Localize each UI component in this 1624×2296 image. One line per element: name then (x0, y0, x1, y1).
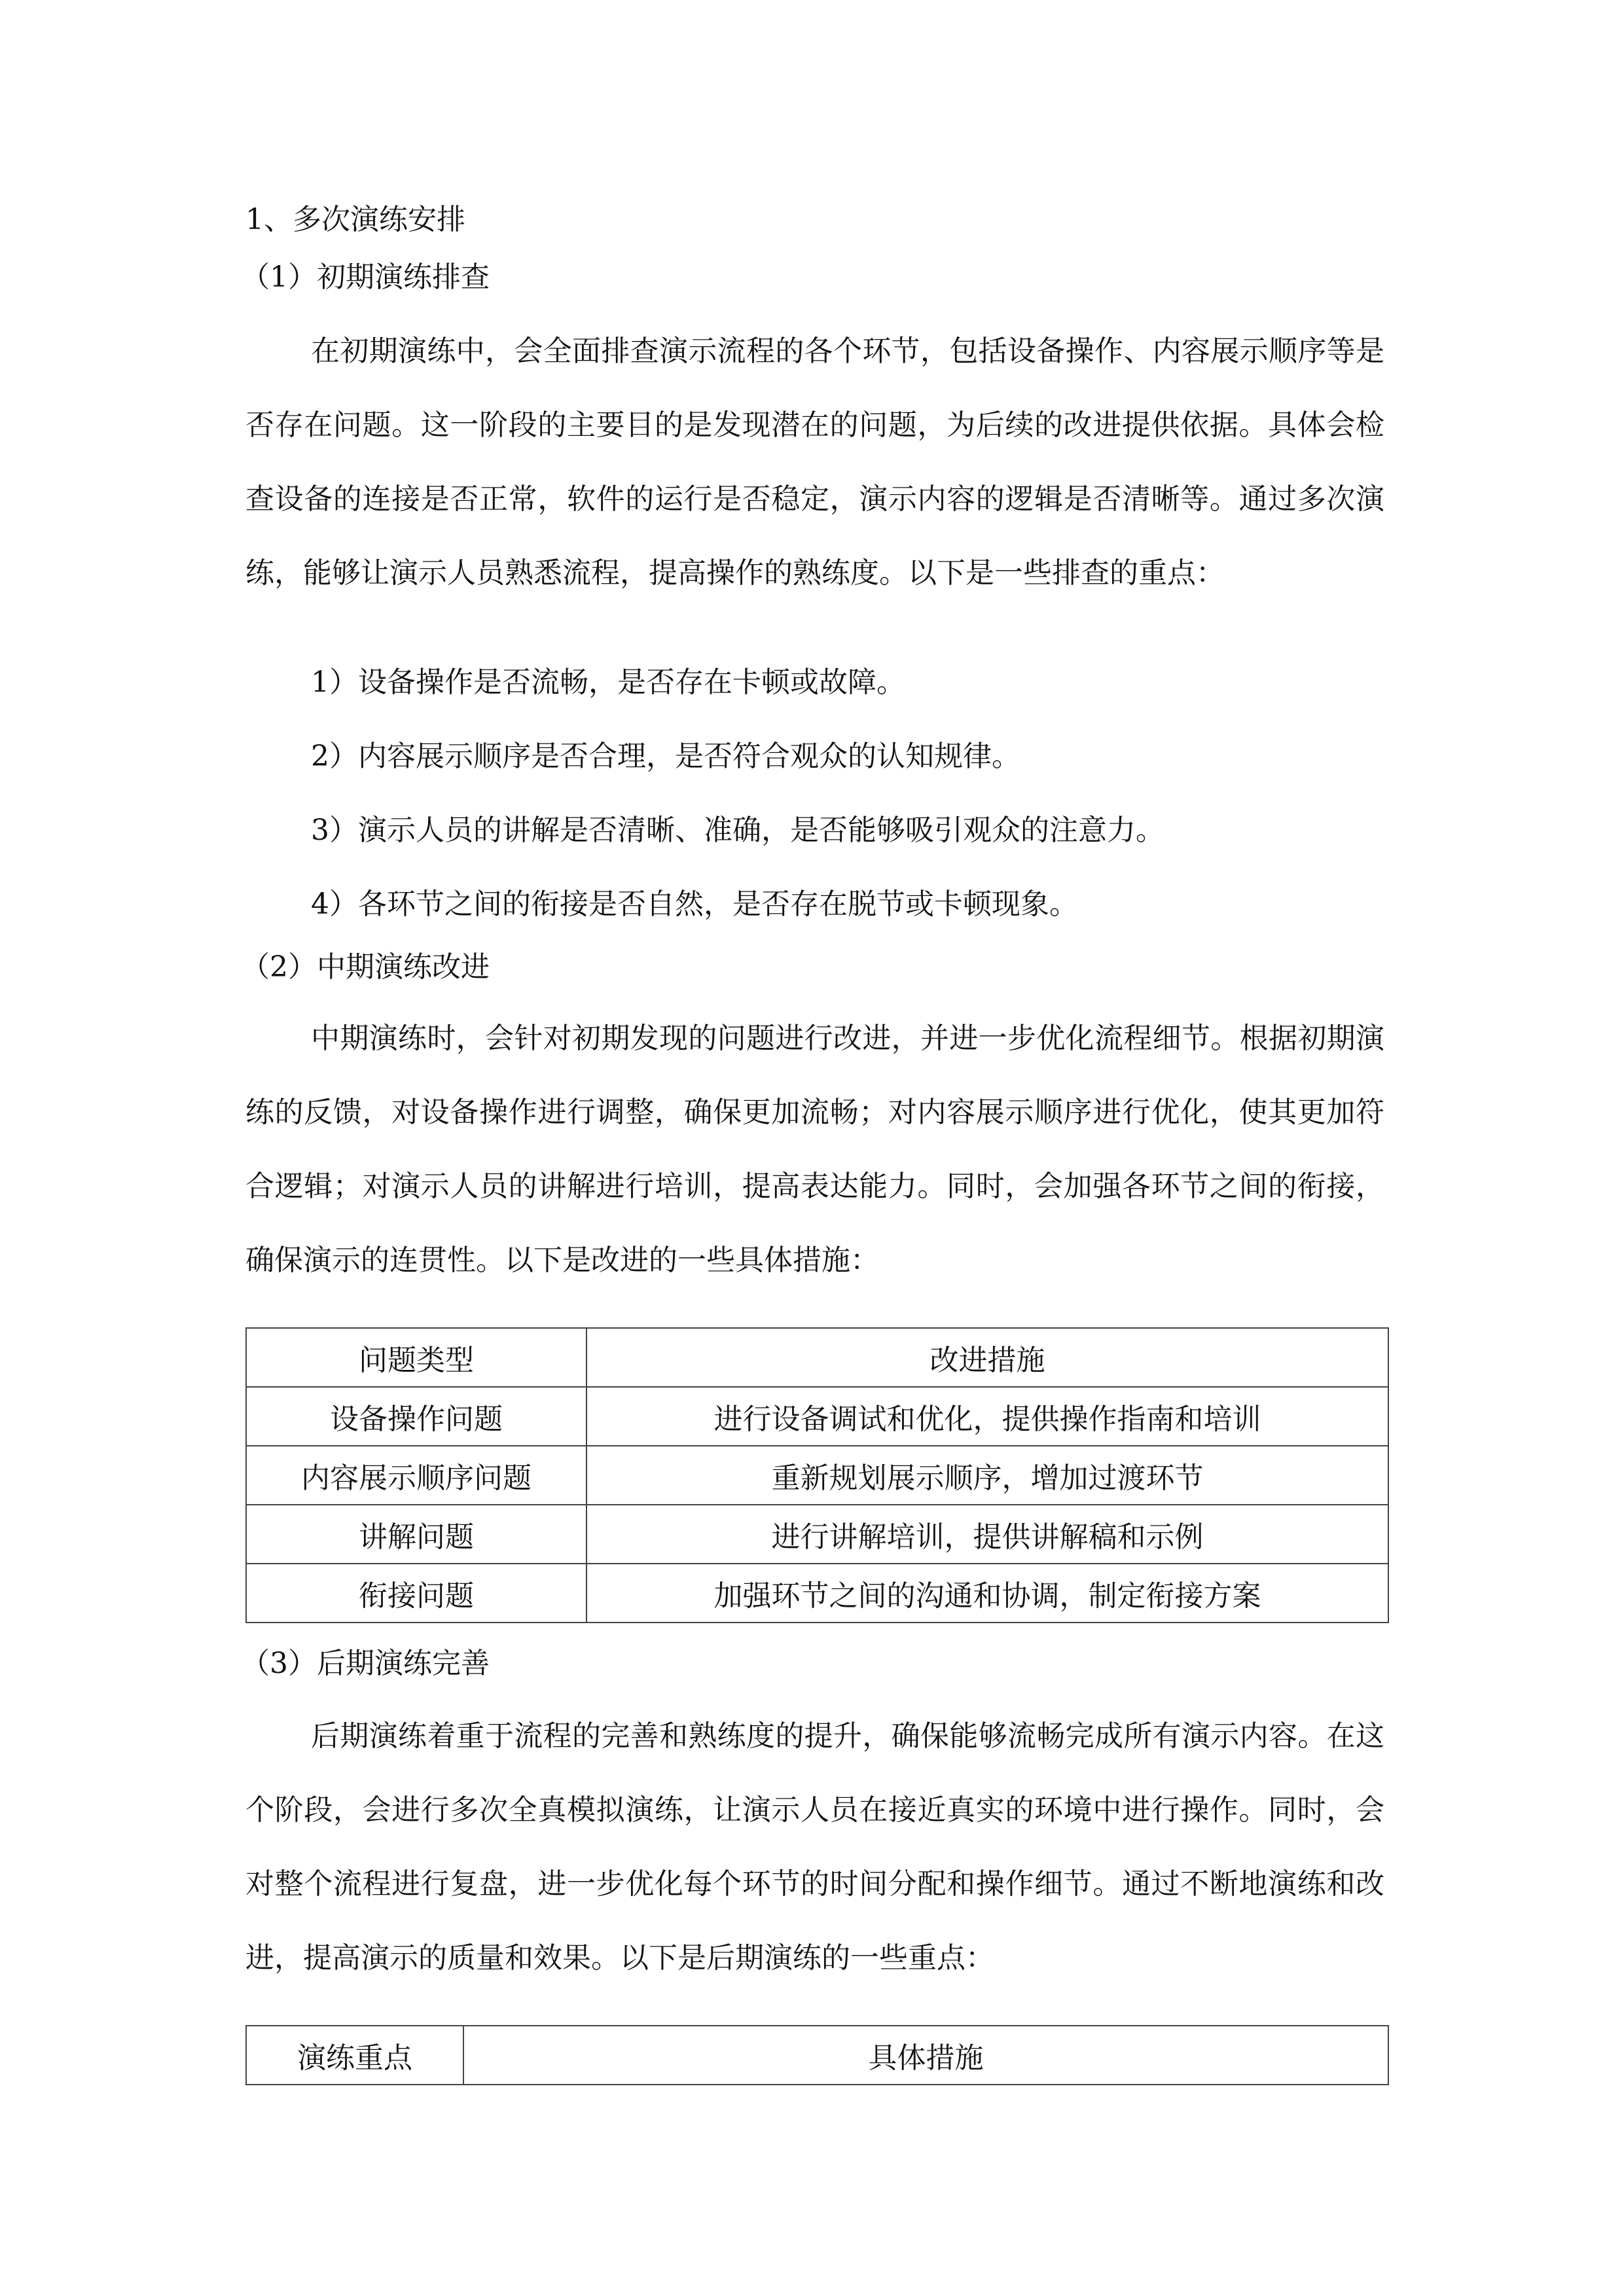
paragraph-late-rehearsal: 后期演练着重于流程的完善和熟练度的提升，确保能够流畅完成所有演示内容。在这个阶段，会进行多次全真模拟演练，让演示人员在接近真实的环境中进行操作。同时，会对整个流程进行复盘，进一步优化每个环节的时间分配和操作细节。通过不断地演练和改进，提高演示的质量和效果。以下是后期演练的一些重点： (245, 1719, 1384, 1975)
table-cell: 进行讲解培训，提供讲解稿和示例 (586, 1505, 1388, 1564)
table-header-cell: 改进措施 (586, 1328, 1388, 1387)
table-cell: 加强环节之间的沟通和协调，制定衔接方案 (586, 1564, 1388, 1623)
table-header-cell: 问题类型 (246, 1328, 586, 1387)
table-header-row (246, 1328, 1388, 1387)
table-row (246, 1387, 1388, 1446)
table-cell: 重新规划展示顺序，增加过渡环节 (586, 1446, 1388, 1505)
subsection-heading-1: （1）初期演练排查 (241, 260, 490, 294)
subsection-heading-3: （3）后期演练完善 (241, 1647, 490, 1680)
table-cell: 衔接问题 (246, 1564, 586, 1623)
table-header-row (246, 2026, 1388, 2085)
table-row (246, 1446, 1388, 1505)
late-rehearsal-table (245, 2025, 1389, 2085)
table-row (246, 1564, 1388, 1623)
table-cell: 内容展示顺序问题 (246, 1446, 586, 1505)
paragraph-initial-rehearsal: 在初期演练中，会全面排查演示流程的各个环节，包括设备操作、内容展示顺序等是否存在问题。这一阶段的主要目的是发现潜在的问题，为后续的改进提供依据。具体会检查设备的连接是否正常，软件的运行是否稳定，演示内容的逻辑是否清晰等。通过多次演练，能够让演示人员熟悉流程，提高操作的熟练度。以下是一些排查的重点： (245, 334, 1384, 590)
section-title: 1、多次演练安排 (245, 203, 465, 236)
table-header-cell: 具体措施 (463, 2026, 1388, 2085)
check-point-4: 4）各环节之间的衔接是否自然，是否存在脱节或卡顿现象。 (311, 888, 1078, 921)
improvement-table (245, 1327, 1389, 1623)
subsection-heading-2: （2）中期演练改进 (241, 950, 490, 984)
paragraph-mid-rehearsal: 中期演练时，会针对初期发现的问题进行改进，并进一步优化流程细节。根据初期演练的反馈，对设备操作进行调整，确保更加流畅；对内容展示顺序进行优化，使其更加符合逻辑；对演示人员的讲解进行培训，提高表达能力。同时，会加强各环节之间的衔接，确保演示的连贯性。以下是改进的一些具体措施： (245, 1022, 1384, 1277)
table-row (246, 1505, 1388, 1564)
check-point-3: 3）演示人员的讲解是否清晰、准确，是否能够吸引观众的注意力。 (311, 814, 1164, 847)
table-cell: 设备操作问题 (246, 1387, 586, 1446)
table-header-cell: 演练重点 (246, 2026, 463, 2085)
check-point-1: 1）设备操作是否流畅，是否存在卡顿或故障。 (311, 666, 905, 699)
check-point-2: 2）内容展示顺序是否合理，是否符合观众的认知规律。 (311, 740, 1020, 773)
table-cell: 讲解问题 (246, 1505, 586, 1564)
table-cell: 进行设备调试和优化，提供操作指南和培训 (586, 1387, 1388, 1446)
